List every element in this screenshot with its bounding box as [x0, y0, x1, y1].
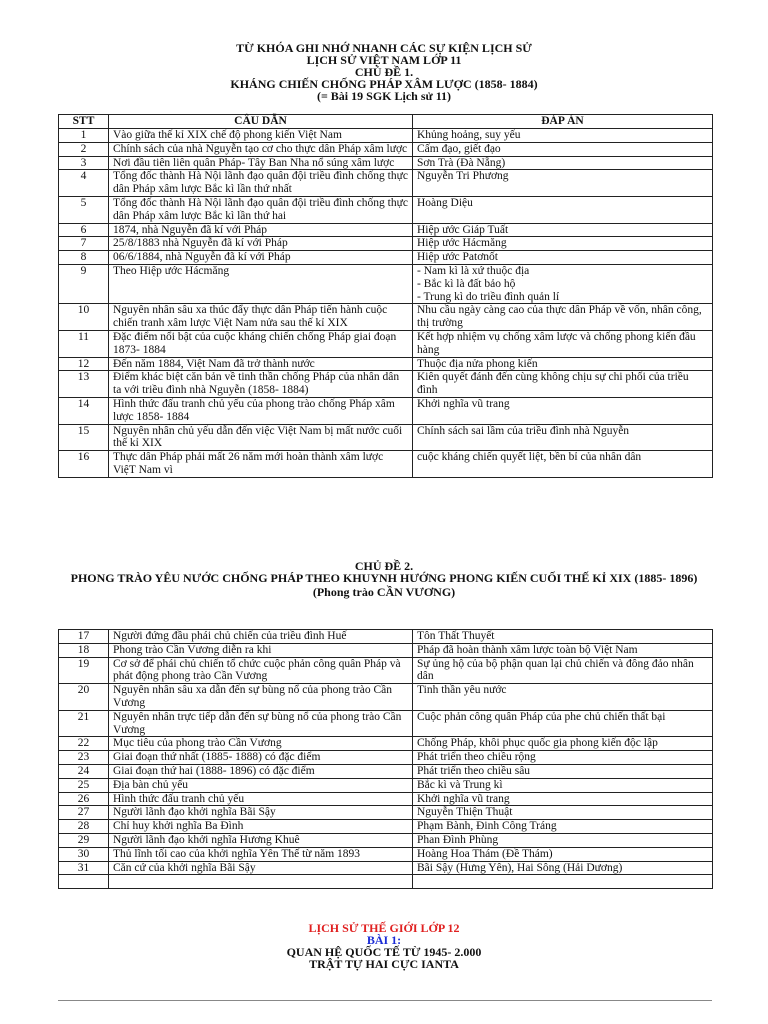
- row-question: Chỉ huy khởi nghĩa Ba Đình: [109, 820, 413, 834]
- row-answer: Bãi Sậy (Hưng Yên), Hai Sông (Hải Dương): [413, 861, 713, 875]
- row-answer: Hiệp ước Patơnốt: [413, 251, 713, 265]
- row-question: Điểm khác biệt căn bản về tinh thần chống Pháp của nhân dân ta với triều đình nhà Nguyễn (1858- 1884): [109, 371, 413, 398]
- row-number: 5: [59, 196, 109, 223]
- table-row: [59, 142, 713, 156]
- table-row: [59, 451, 713, 478]
- row-question: Nguyên nhân chủ yếu dẫn đến việc Việt Nam bị mất nước cuối thế kỉ XIX: [109, 424, 413, 451]
- table-row: [59, 684, 713, 711]
- world-history-title: LỊCH SỬ THẾ GIỚI LỚP 12: [308, 921, 460, 935]
- row-number: 15: [59, 424, 109, 451]
- row-question: Vào giữa thế kỉ XIX chế độ phong kiến Việt Nam: [109, 129, 413, 143]
- row-question: Người lãnh đạo khởi nghĩa Hương Khuê: [109, 833, 413, 847]
- row-number: 26: [59, 792, 109, 806]
- table-row: [59, 237, 713, 251]
- section2-table: [58, 629, 713, 889]
- table-row: [59, 792, 713, 806]
- section1-table: [58, 114, 713, 478]
- row-number: 3: [59, 156, 109, 170]
- row-question: Tổng đốc thành Hà Nội lãnh đạo quân đội triều đình chống thực dân Pháp xâm lược Bắc kì lần thứ hai: [109, 196, 413, 223]
- table-row: [59, 357, 713, 371]
- title-line: PHONG TRÀO YÊU NƯỚC CHỐNG PHÁP THEO KHUYNH HƯỚNG PHONG KIẾN CUỐI THẾ KỈ XIX (1885- 1896): [70, 571, 698, 585]
- title-line: (= Bài 19 SGK Lịch sử 11): [316, 89, 452, 103]
- row-question: Giai đoạn thứ nhất (1885- 1888) có đặc điểm: [109, 751, 413, 765]
- row-answer: Phạm Bành, Đinh Công Tráng: [413, 820, 713, 834]
- row-number: [59, 875, 109, 889]
- row-answer: Hiệp ước Giáp Tuất: [413, 223, 713, 237]
- row-answer: Tinh thần yêu nước: [413, 684, 713, 711]
- answer-line: - Trung kì do triều đình quản lí: [417, 290, 560, 303]
- table-header-row: [59, 115, 713, 129]
- row-question: Đến năm 1884, Việt Nam đã trở thành nước: [109, 357, 413, 371]
- row-question: Theo Hiệp ước Hácmăng: [109, 264, 413, 303]
- answer-line: - Nam kì là xứ thuộc địa: [417, 264, 530, 277]
- row-question: Nguyên nhân trực tiếp dẫn đến sự bùng nổ của phong trào Cần Vương: [109, 710, 413, 737]
- table-row: [59, 820, 713, 834]
- row-number: 30: [59, 847, 109, 861]
- table-row: [59, 424, 713, 451]
- table-row: [59, 833, 713, 847]
- row-answer: Khủng hoảng, suy yếu: [413, 129, 713, 143]
- row-answer: Cuộc phản công quân Pháp của phe chủ chiến thất bại: [413, 710, 713, 737]
- table-row: [59, 751, 713, 765]
- row-number: 20: [59, 684, 109, 711]
- table-row: [59, 304, 713, 331]
- table-row: [59, 643, 713, 657]
- row-number: 8: [59, 251, 109, 265]
- table-row: [59, 330, 713, 357]
- row-number: 28: [59, 820, 109, 834]
- row-answer: Khởi nghĩa vũ trang: [413, 397, 713, 424]
- title-line: CHỦ ĐỀ 2.: [354, 559, 414, 573]
- row-question: Hình thức đấu tranh chủ yếu: [109, 792, 413, 806]
- row-question: Thủ lĩnh tối cao của khởi nghĩa Yên Thế từ năm 1893: [109, 847, 413, 861]
- row-answer: Chống Pháp, khôi phục quốc gia phong kiến độc lập: [413, 737, 713, 751]
- row-number: 4: [59, 170, 109, 197]
- table-row: [59, 129, 713, 143]
- row-answer: Tôn Thất Thuyết: [413, 630, 713, 644]
- row-answer: Pháp đã hoàn thành xâm lược toàn bộ Việt Nam: [413, 643, 713, 657]
- row-number: 22: [59, 737, 109, 751]
- row-number: 25: [59, 778, 109, 792]
- section1-heading: [0, 42, 768, 102]
- row-number: 24: [59, 764, 109, 778]
- table-row: [59, 170, 713, 197]
- row-number: 21: [59, 710, 109, 737]
- title-line: CHỦ ĐỀ 1.: [354, 65, 414, 79]
- row-answer: Khởi nghĩa vũ trang: [413, 792, 713, 806]
- row-question: [109, 875, 413, 889]
- row-question: Đặc điểm nổi bật của cuộc kháng chiến chống Pháp giai đoạn 1873- 1884: [109, 330, 413, 357]
- title-line: LỊCH SỬ VIỆT NAM LỚP 11: [306, 53, 462, 67]
- row-answer: [413, 264, 713, 303]
- table-row: [59, 710, 713, 737]
- row-number: 16: [59, 451, 109, 478]
- table-row: [59, 196, 713, 223]
- row-number: 2: [59, 142, 109, 156]
- row-number: 12: [59, 357, 109, 371]
- section1-table-body: [59, 129, 713, 478]
- row-number: 19: [59, 657, 109, 684]
- table-row: [59, 156, 713, 170]
- row-question: Căn cứ của khởi nghĩa Bãi Sậy: [109, 861, 413, 875]
- row-question: 25/8/1883 nhà Nguyễn đã kí với Pháp: [109, 237, 413, 251]
- row-question: Người đứng đầu phái chủ chiến của triều đình Huế: [109, 630, 413, 644]
- row-question: Giai đoạn thứ hai (1888- 1896) có đặc điểm: [109, 764, 413, 778]
- row-number: 1: [59, 129, 109, 143]
- row-number: 27: [59, 806, 109, 820]
- row-answer: Sự ủng hộ của bộ phận quan lại chủ chiến và đông đảo nhân dân: [413, 657, 713, 684]
- row-answer: Thuộc địa nửa phong kiến: [413, 357, 713, 371]
- table-row: [59, 630, 713, 644]
- row-number: 18: [59, 643, 109, 657]
- table-row: [59, 778, 713, 792]
- row-answer: Nguyễn Tri Phương: [413, 170, 713, 197]
- row-question: Tổng đốc thành Hà Nội lãnh đạo quân đội triều đình chống thực dân Pháp xâm lược Bắc kì lần thứ nhất: [109, 170, 413, 197]
- row-answer: Phát triển theo chiều sâu: [413, 764, 713, 778]
- row-question: 06/6/1884, nhà Nguyễn đã kí với Pháp: [109, 251, 413, 265]
- table-row: [59, 223, 713, 237]
- row-number: 7: [59, 237, 109, 251]
- table-row: [59, 806, 713, 820]
- row-answer: Chính sách sai lầm của triều đình nhà Nguyễn: [413, 424, 713, 451]
- row-answer: Phan Đình Phùng: [413, 833, 713, 847]
- row-number: 10: [59, 304, 109, 331]
- row-answer: Nguyễn Thiện Thuật: [413, 806, 713, 820]
- row-question: Nguyên nhân sâu xa thúc đẩy thực dân Pháp tiến hành cuộc chiến tranh xâm lược Việt Nam nửa sau thế kỉ XIX: [109, 304, 413, 331]
- header-answer: ĐÁP ÁN: [413, 115, 713, 129]
- row-question: Người lãnh đạo khởi nghĩa Bãi Sậy: [109, 806, 413, 820]
- row-answer: Hoàng Hoa Thám (Đề Thám): [413, 847, 713, 861]
- row-question: Nơi đầu tiên liên quân Pháp- Tây Ban Nha nổ súng xâm lược: [109, 156, 413, 170]
- title-line: KHÁNG CHIẾN CHỐNG PHÁP XÂM LƯỢC (1858- 1884): [230, 77, 538, 91]
- section3-heading: [0, 922, 768, 970]
- table-row: [59, 264, 713, 303]
- row-question: Thực dân Pháp phải mất 26 năm mới hoàn thành xâm lược ViệT Nam vì: [109, 451, 413, 478]
- lesson-number: BÀI 1:: [366, 933, 402, 947]
- row-answer: Sơn Trà (Đà Nẵng): [413, 156, 713, 170]
- header-stt: STT: [59, 115, 109, 129]
- table-row: [59, 847, 713, 861]
- section2-table-body: [59, 630, 713, 889]
- row-answer: Cấm đạo, giết đạo: [413, 142, 713, 156]
- row-answer: Kiên quyết đánh đến cùng không chịu sự chi phối của triều đình: [413, 371, 713, 398]
- row-answer: Hoàng Diệu: [413, 196, 713, 223]
- row-question: Mục tiêu của phong trào Cần Vương: [109, 737, 413, 751]
- row-answer: Kết hợp nhiệm vụ chống xâm lược và chống phong kiến đầu hàng: [413, 330, 713, 357]
- lesson-subtitle: TRẬT TỰ HAI CỰC IANTA: [309, 957, 459, 971]
- row-question: Phong trào Cần Vương diễn ra khi: [109, 643, 413, 657]
- row-number: 29: [59, 833, 109, 847]
- row-answer: [413, 875, 713, 889]
- row-number: 9: [59, 264, 109, 303]
- row-number: 13: [59, 371, 109, 398]
- lesson-title: QUAN HỆ QUỐC TẾ TỪ 1945- 2.000: [286, 945, 482, 959]
- table-row: [59, 737, 713, 751]
- row-question: Nguyên nhân sâu xa dẫn đến sự bùng nổ của phong trào Cần Vương: [109, 684, 413, 711]
- row-number: 14: [59, 397, 109, 424]
- row-number: 6: [59, 223, 109, 237]
- table-row: [59, 397, 713, 424]
- title-line: (Phong trào CẦN VƯƠNG): [312, 585, 456, 599]
- row-number: 23: [59, 751, 109, 765]
- row-question: Chính sách của nhà Nguyễn tạo cơ cho thực dân Pháp xâm lược: [109, 142, 413, 156]
- answer-line: - Bắc kì là đất bảo hộ: [417, 277, 516, 290]
- row-question: Địa bàn chủ yếu: [109, 778, 413, 792]
- row-answer: Phát triển theo chiều rộng: [413, 751, 713, 765]
- title-line: TỪ KHÓA GHI NHỚ NHANH CÁC SỰ KIỆN LỊCH SỬ: [236, 41, 532, 55]
- row-question: Hình thức đấu tranh chủ yếu của phong trào chống Pháp xâm lược 1858- 1884: [109, 397, 413, 424]
- header-question: CÂU DẪN: [109, 115, 413, 129]
- row-number: 17: [59, 630, 109, 644]
- table-row: [59, 657, 713, 684]
- section2-heading: [60, 560, 708, 598]
- row-answer: Hiệp ước Hácmăng: [413, 237, 713, 251]
- row-number: 11: [59, 330, 109, 357]
- row-number: 31: [59, 861, 109, 875]
- row-answer: cuộc kháng chiến quyết liệt, bền bỉ của nhân dân: [413, 451, 713, 478]
- bottom-rule: [58, 1000, 712, 1001]
- table-row: [59, 371, 713, 398]
- row-question: Cơ sở để phái chủ chiến tổ chức cuộc phản công quân Pháp và phát động phong trào Cần Vương: [109, 657, 413, 684]
- table-row: [59, 875, 713, 889]
- row-answer: Nhu cầu ngày càng cao của thực dân Pháp về vốn, nhân công, thị trường: [413, 304, 713, 331]
- table-row: [59, 861, 713, 875]
- table-row: [59, 251, 713, 265]
- row-question: 1874, nhà Nguyễn đã kí với Pháp: [109, 223, 413, 237]
- row-answer: Bắc kì và Trung kì: [413, 778, 713, 792]
- table-row: [59, 764, 713, 778]
